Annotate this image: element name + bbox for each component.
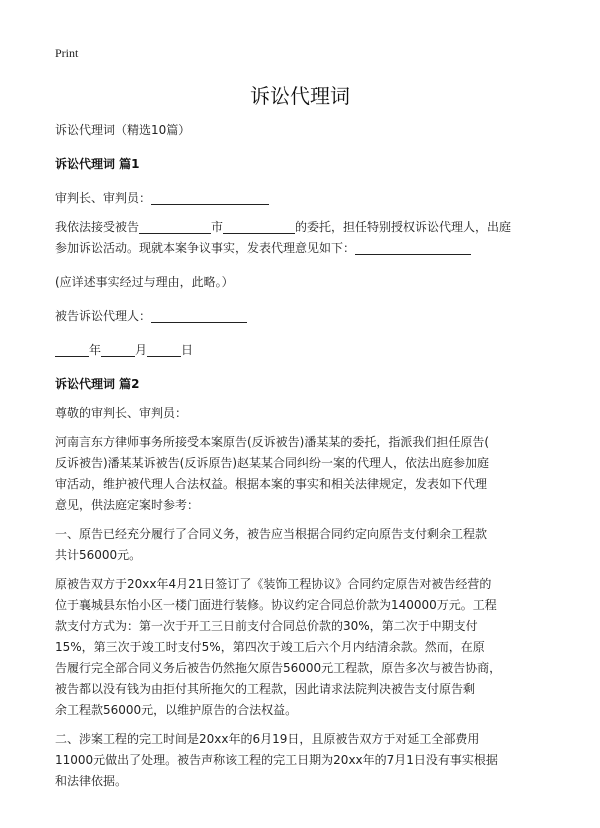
- paragraph-line: 原被告双方于20xx年4月21日签订了《装饰工程协议》合同约定原告对被告经营的: [55, 577, 492, 591]
- year-label: 年: [89, 343, 102, 357]
- document-title: 诉讼代理词: [250, 84, 350, 108]
- month-blank: [101, 343, 135, 357]
- agent-blank: [151, 309, 247, 323]
- agent-label: 被告诉讼代理人：: [55, 309, 152, 323]
- opinion-blank: [355, 241, 471, 255]
- month-label: 月: [135, 343, 148, 357]
- note-text: (应详述事实经过与理由，此略。）: [55, 275, 234, 289]
- day-blank: [147, 343, 181, 357]
- paragraph-line: 款支付方式为：第一次于开工三日前支付合同总价款的30%，第二次于中期支付: [55, 619, 478, 633]
- judges-line: [55, 188, 547, 209]
- paragraph-line: 河南言东方律师事务所接受本案原告(反诉被告)潘某某的委托，指派我们担任原告(: [55, 435, 490, 449]
- defendant-blank: [139, 220, 211, 234]
- paragraph-line: 余工程款56000元，以维护原告的合法权益。: [55, 703, 298, 717]
- paragraph-line: 共计56000元。: [55, 548, 142, 562]
- year-blank: [55, 343, 89, 357]
- paragraph-line: 审活动，维护被代理人合法权益。根据本案的事实和相关法律规定，发表如下代理: [55, 477, 488, 491]
- document-subtitle: 诉讼代理词（精选10篇）: [55, 123, 191, 137]
- document-body: [55, 120, 547, 792]
- judges-label: 审判长、审判员：: [55, 191, 152, 205]
- entrust-text-1: 我依法接受被告: [55, 220, 140, 234]
- judges-blank: [151, 191, 269, 205]
- greeting-text: 尊敬的审判长、审判员：: [55, 406, 188, 420]
- paragraph-line: 和法律依据。: [55, 774, 128, 788]
- paragraph-line: 15%，第三次于竣工时支付5%，第四次于竣工后六个月内结清余款。然而，在原: [55, 640, 485, 654]
- agent-line: [55, 306, 547, 327]
- paragraph-2: [55, 524, 547, 566]
- paragraph-4: [55, 729, 547, 792]
- paragraph-line: 告履行完全部合同义务后被告仍然拖欠原告56000元工程款，原告多次与被告协商，: [55, 661, 502, 675]
- paragraph-line: 被告都以没有钱为由拒付其所拖欠的工程款，因此请求法院判决被告支付原告剩: [55, 682, 476, 696]
- date-line: [55, 340, 547, 361]
- paragraph-line: 意见，供法庭定案时参考：: [55, 498, 200, 512]
- paragraph-line: 11000元做出了处理。被告声称该工程的完工日期为20xx年的7月1日没有事实根据: [55, 753, 498, 767]
- print-link[interactable]: Print: [55, 46, 79, 60]
- paragraph-line: 位于襄城县东怡小区一楼门面进行装修。协议约定合同总价款为140000万元。工程: [55, 598, 497, 612]
- entrust-text-3: 的委托，担任特别授权诉讼代理人，出庭: [295, 220, 512, 234]
- paragraph-3: [55, 574, 547, 721]
- city-blank: [223, 220, 295, 234]
- day-label: 日: [181, 343, 194, 357]
- section-heading-2: 诉讼代理词 篇2: [55, 377, 140, 391]
- entrust-paragraph: [55, 217, 547, 259]
- paragraph-line: 二、涉案工程的完工时间是20xx年的6月19日，且原被告双方于对延工全部费用: [55, 732, 480, 746]
- entrust-text-2: 市: [211, 220, 224, 234]
- paragraph-line: 一、原告已经充分履行了合同义务，被告应当根据合同约定向原告支付剩余工程款: [55, 527, 488, 541]
- paragraph-1: [55, 432, 547, 516]
- paragraph-line: 反诉被告)潘某某诉被告(反诉原告)赵某某合同纠纷一案的代理人，依法出庭参加庭: [55, 456, 490, 470]
- entrust-text-4: 参加诉讼活动。现就本案争议事实，发表代理意见如下：: [55, 241, 356, 255]
- section-heading-1: 诉讼代理词 篇1: [55, 157, 140, 171]
